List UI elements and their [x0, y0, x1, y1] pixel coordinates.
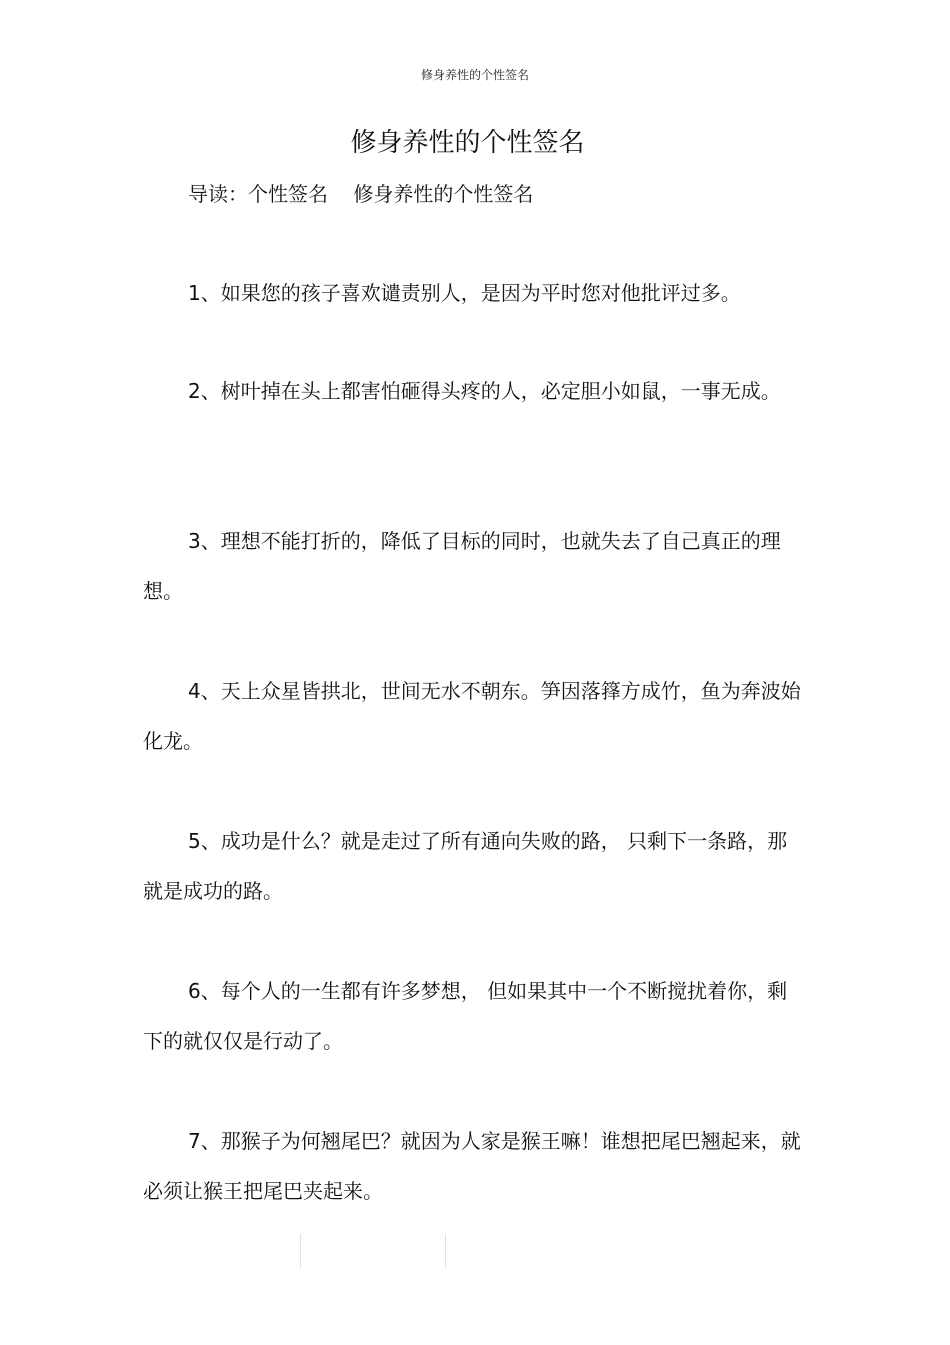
entry-4: 4、天上众星皆拱北，世间无水不朝东。笋因落箨方成竹，鱼为奔波始化龙。: [143, 679, 801, 753]
document-title: 修身养性的个性签名: [350, 128, 585, 158]
entry-7: 7、那猴子为何翘尾巴？就因为人家是猴王嘛！谁想把尾巴翘起来，就必须让猴王把尾巴夹起来。: [143, 1129, 801, 1203]
entry-6: 6、每个人的一生都有许多梦想， 但如果其中一个不断搅扰着你，剩下的就仅仅是行动了。: [143, 979, 788, 1053]
intro-line: 导读：个性签名 修身养性的个性签名: [188, 182, 534, 206]
entry-5: 5、成功是什么？就是走过了所有通向失败的路， 只剩下一条路，那就是成功的路。: [143, 829, 788, 903]
entry-3: 3、理想不能打折的，降低了目标的同时，也就失去了自己真正的理想。: [143, 529, 781, 603]
footer-divider-right: [445, 1234, 446, 1268]
entry-2: 2、树叶掉在头上都害怕砸得头疼的人，必定胆小如鼠，一事无成。: [188, 379, 781, 403]
entry-1: 1、如果您的孩子喜欢谴责别人，是因为平时您对他批评过多。: [188, 281, 741, 305]
footer-divider-left: [300, 1234, 301, 1268]
running-header: 修身养性的个性签名: [420, 68, 529, 82]
